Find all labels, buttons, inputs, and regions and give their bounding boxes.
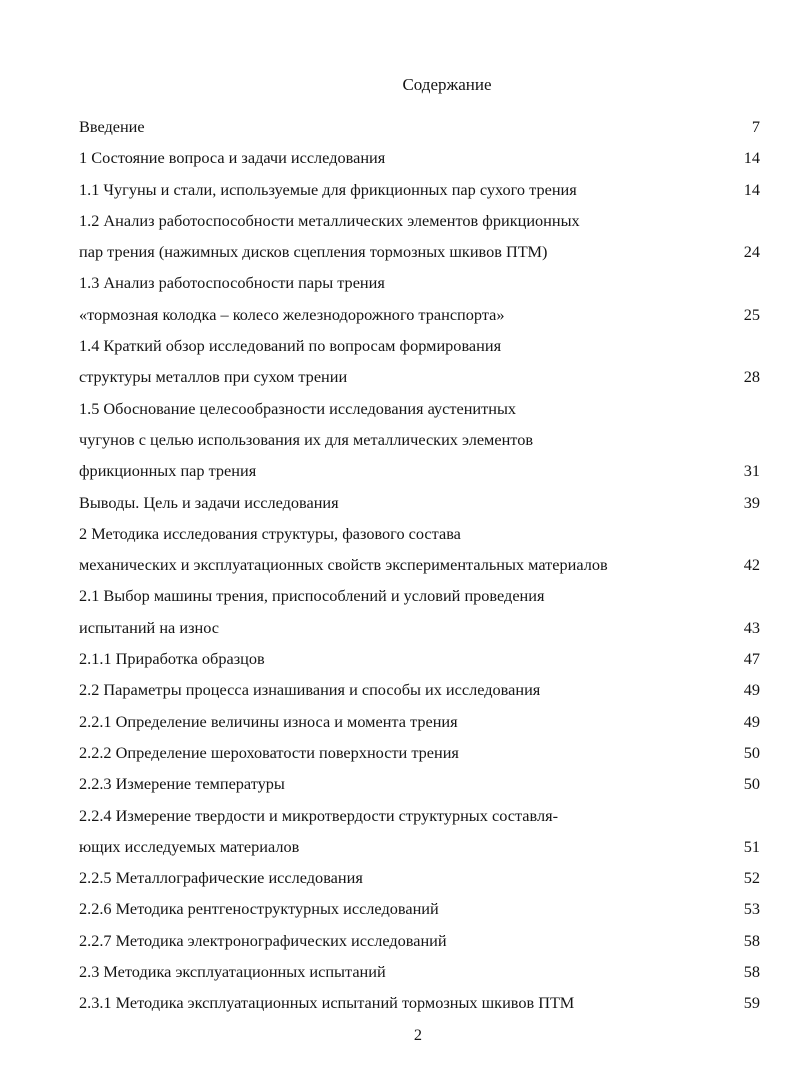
toc-entry <box>79 740 765 771</box>
toc-entry <box>79 364 765 395</box>
toc-entry-title: 2.2.6 Методика рентгеноструктурных исследований <box>79 899 439 919</box>
toc-entry-title: 2.2.1 Определение величины износа и момента трения <box>79 711 458 731</box>
toc-entry <box>79 302 765 333</box>
toc-entry-page: 53 <box>743 899 760 919</box>
toc-entry-title: 2.2.5 Металлографические исследования <box>79 868 363 888</box>
toc-entry-page: 58 <box>743 930 760 950</box>
toc-entry <box>79 646 765 677</box>
toc-entry <box>79 709 765 740</box>
toc-list <box>79 114 765 1022</box>
toc-entry <box>79 677 765 708</box>
toc-entry-page: 51 <box>743 836 760 856</box>
toc-entry-title: 1.3 Анализ работоспособности пары трения <box>79 273 385 293</box>
toc-entry-title: чугунов с целью использования их для металлических элементов <box>79 429 534 449</box>
toc-entry-title: 2.3.1 Методика эксплуатационных испытаний тормозных шкивов ПТМ <box>79 993 575 1013</box>
toc-entry <box>79 208 765 239</box>
toc-entry <box>79 865 765 896</box>
toc-entry <box>79 990 765 1021</box>
toc-entry-title: 2.1 Выбор машины трения, приспособлений и условий проведения <box>79 586 545 606</box>
toc-entry-page: 50 <box>743 774 760 794</box>
toc-entry-title: ющих исследуемых материалов <box>79 836 300 856</box>
toc-entry-page: 14 <box>743 179 760 199</box>
toc-entry <box>79 333 765 364</box>
toc-entry-title: 2.3 Методика эксплуатационных испытаний <box>79 962 386 982</box>
toc-entry <box>79 145 765 176</box>
toc-entry-title: 2.2.4 Измерение твердости и микротвердости структурных составля- <box>79 805 559 825</box>
toc-entry-page: 24 <box>743 242 760 262</box>
toc-entry-page: 49 <box>743 711 760 731</box>
toc-entry-title: пар трения (нажимных дисков сцепления тормозных шкивов ПТМ) <box>79 242 548 262</box>
toc-entry-title: 2 Методика исследования структуры, фазового состава <box>79 523 461 543</box>
toc-entry <box>79 270 765 301</box>
toc-entry-title: 2.2.2 Определение шероховатости поверхности трения <box>79 742 459 762</box>
toc-entry <box>79 239 765 270</box>
toc-entry <box>79 490 765 521</box>
toc-entry <box>79 771 765 802</box>
toc-entry-title: механических и эксплуатационных свойств экспериментальных материалов <box>79 555 608 575</box>
toc-entry <box>79 615 765 646</box>
toc-entry-page: 50 <box>743 742 760 762</box>
toc-entry-title: 2.2.7 Методика электронографических исследований <box>79 930 447 950</box>
toc-entry <box>79 396 765 427</box>
toc-entry-page: 58 <box>743 962 760 982</box>
toc-entry <box>79 458 765 489</box>
toc-entry-page: 43 <box>743 617 760 637</box>
toc-entry-title: «тормозная колодка – колесо железнодорожного транспорта» <box>79 304 505 324</box>
toc-entry-title: Выводы. Цель и задачи исследования <box>79 492 339 512</box>
toc-entry-page: 25 <box>743 304 760 324</box>
toc-entry <box>79 177 765 208</box>
toc-entry-page: 49 <box>743 680 760 700</box>
toc-entry-title: 1.1 Чугуны и стали, используемые для фрикционных пар сухого трения <box>79 179 577 199</box>
toc-entry-title: 2.2.3 Измерение температуры <box>79 774 285 794</box>
toc-entry <box>79 521 765 552</box>
toc-entry <box>79 552 765 583</box>
toc-entry-page: 42 <box>743 555 760 575</box>
toc-entry-title: 1.5 Обоснование целесообразности исследования аустенитных <box>79 398 517 418</box>
toc-entry <box>79 959 765 990</box>
toc-entry-page: 59 <box>743 993 760 1013</box>
toc-entry <box>79 114 765 145</box>
toc-entry-title: испытаний на износ <box>79 617 219 637</box>
toc-entry-page: 52 <box>743 868 760 888</box>
toc-heading: Содержание <box>402 75 492 94</box>
toc-entry-title: Введение <box>79 117 145 136</box>
toc-entry-page: 7 <box>751 117 760 136</box>
toc-entry-title: 1 Состояние вопроса и задачи исследования <box>79 148 386 168</box>
toc-entry <box>79 583 765 614</box>
toc-entry-page: 39 <box>743 492 760 512</box>
toc-entry <box>79 928 765 959</box>
toc-entry <box>79 896 765 927</box>
toc-entry-title: 1.4 Краткий обзор исследований по вопросам формирования <box>79 336 502 356</box>
page-number: 2 <box>413 1025 423 1044</box>
toc-entry <box>79 427 765 458</box>
toc-entry-title: фрикционных пар трения <box>79 461 257 481</box>
toc-entry-page: 47 <box>743 649 760 669</box>
toc-entry-page: 31 <box>743 461 760 481</box>
toc-entry <box>79 834 765 865</box>
toc-entry-title: 2.2 Параметры процесса изнашивания и способы их исследования <box>79 680 541 700</box>
toc-entry-title: 1.2 Анализ работоспособности металлических элементов фрикционных <box>79 210 580 230</box>
toc-entry-title: 2.1.1 Приработка образцов <box>79 649 265 669</box>
toc-entry <box>79 803 765 834</box>
toc-entry-page: 28 <box>743 367 760 387</box>
toc-entry-page: 14 <box>743 148 760 168</box>
toc-entry-title: структуры металлов при сухом трении <box>79 367 348 387</box>
